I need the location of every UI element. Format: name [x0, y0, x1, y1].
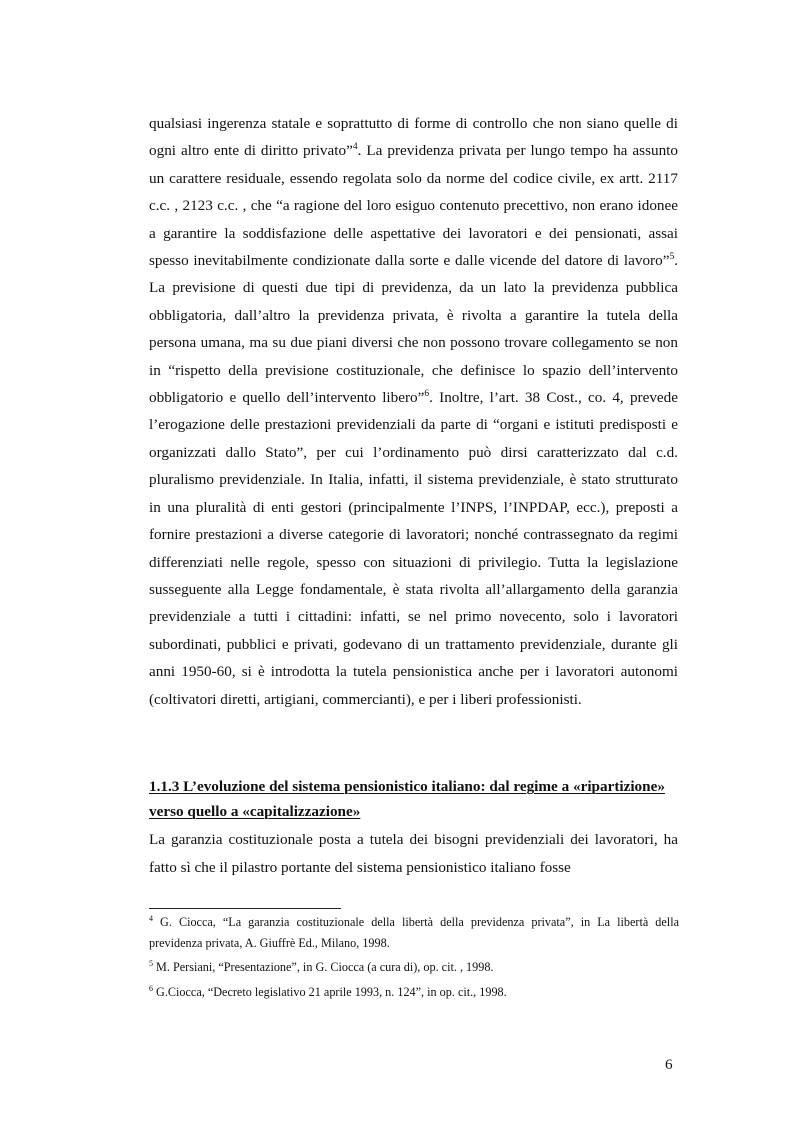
- footnote-5: [149, 957, 679, 978]
- footnote-text: G.Ciocca, “Decreto legislativo 21 aprile 1993, n. 124”, in op. cit., 1998.: [153, 984, 507, 999]
- page-number: 6: [665, 1056, 673, 1073]
- paragraph-2: La garanzia costituzionale posta a tutela dei bisogni previdenziali dei lavoratori, ha fatto sì che il pilastro portante del sistema pensionistico italiano fosse: [149, 831, 678, 876]
- footnote-text: M. Persiani, “Presentazione”, in G. Ciocca (a cura di), op. cit. , 1998.: [153, 960, 494, 974]
- text-run: . La previsione di questi due tipi di previdenza, da un lato la previdenza pubblica obbligatoria, dall’altro la previdenza privata, è rivolta a garantire la tutela della persona umana, ma su due piani diversi che non possono trovare collegamento se non in “rispetto della previsione costituzionale, che definisce lo spazio dell’intervento obbligatorio e quello dell’intervento libero”: [149, 252, 678, 407]
- footnote-ref-6[interactable]: 6: [424, 389, 430, 399]
- footnote-6: [149, 982, 679, 1003]
- footnotes: [149, 912, 679, 1006]
- footnote-text: G. Ciocca, “La garanzia costituzionale della libertà della previdenza privata”, in La libertà della previdenza privata, A. Giuffrè Ed., Milano, 1998.: [149, 915, 679, 950]
- text-run: . La previdenza privata per lungo tempo ha assunto un carattere residuale, essendo regolata solo da norme del codice civile, ex artt. 2117 c.c. , 2123 c.c. , che “a ragione del loro esiguo contenuto precettivo, non erano idonee a garantire la soddisfazione delle aspettative dei lavoratori e dei pensionati, assai spesso inevitabilmente condizionate dalla sorte e dalle vicende del datore di lavoro”: [149, 142, 678, 270]
- paragraph-1: [149, 110, 678, 713]
- footnote-number: 4: [149, 913, 153, 923]
- footnote-divider: [149, 908, 341, 909]
- section-heading: 1.1.3 L’evoluzione del sistema pensionistico italiano: dal regime a «ripartizione» verso quello a «capitalizzazione»: [149, 778, 665, 820]
- footnote-number: 5: [149, 958, 153, 968]
- text-run: qualsiasi ingerenza statale e soprattutto di forme di controllo che non siano quelle di ogni altro ente di diritto privato”: [149, 115, 678, 160]
- footnote-4: [149, 912, 679, 953]
- main-paragraph: [149, 110, 678, 713]
- text-run: . Inoltre, l’art. 38 Cost., co. 4, prevede l’erogazione delle prestazioni previdenziali da parte di “organi e istituti predisposti e organizzati dallo Stato”, per cui l’ordinamento può dirsi caratterizzato dal c.d. pluralismo previdenziale. In Italia, infatti, il sistema previdenziale, è stato strutturato in una pluralità di enti gestori (principalmente l’INPS, l’INPDAP, ecc.), preposti a fornire prestazioni a diverse categorie di lavoratori; nonché contrassegnato da regimi differenziati nelle regole, spesso con situazioni di privilegio. Tutta la legislazione susseguente alla Legge fondamentale, è stata rivolta all’allargamento della garanzia previdenziale a tutti i cittadini: infatti, se nel primo novecento, solo i lavoratori subordinati, pubblici e privati, godevano di un trattamento previdenziale, durante gli anni 1950-60, si è introdotta la tutela pensionistica anche per i lavoratori autonomi (coltivatori diretti, artigiani, commercianti), e per i liberi professionisti.: [149, 389, 679, 708]
- footnote-number: 6: [149, 983, 153, 993]
- footnote-ref-4[interactable]: 4: [352, 142, 358, 153]
- footnote-ref-5[interactable]: 5: [669, 251, 675, 262]
